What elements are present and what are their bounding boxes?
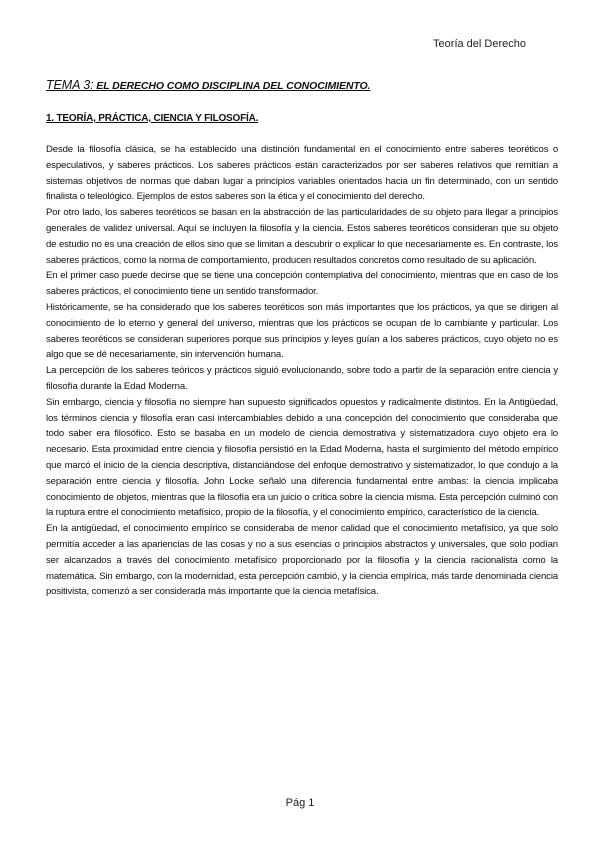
paragraph: Por otro lado, los saberes teoréticos se basan en la abstracción de las particularidades de su objeto para llegar a principios generales de validez universal. Aquí se incluyen la filosofía y la ciencia. Estos saberes teoréticos consideran que su objeto de estudio no es una creación de ellos sino que se limitan a descubrir o explicar lo que necesariamente es. En contraste, los saberes prácticos, como la norma de comportamiento, producen resultados concretos como resultado de su aplicación. bbox=[46, 207, 558, 266]
paragraph: Sin embargo, ciencia y filosofía no siempre han supuesto significados opuestos y radicalmente distintos. En la Antigüedad, los términos ciencia y filosofía eran casi intercambiables debido a una concepción del conocimiento que consideraba que todo saber era filosófico. Esto se basaba en un modelo de ciencia demostrativa y sistematizadora cuyo objeto era lo necesario. Esta proximidad entre ciencia y filosofía persistió en la Edad Moderna, hasta el surgimiento del método empírico que marcó el inicio de la ciencia descriptiva, distanciándose del enfoque demostrativo y sistematizador, lo que condujo a la separación entre ciencia y filosofía. John Locke señaló una diferencia fundamental entre ambas: la ciencia implicaba conocimiento de objetos, mientras que la filosofía era un juicio o crítica sobre la ciencia misma. Esta percepción culminó con la ruptura entre el conocimiento metafísico, propio de la filosofía, y el conocimiento empírico, característico de la ciencia. bbox=[46, 396, 558, 519]
title-text: EL DERECHO COMO DISCIPLINA DEL CONOCIMIENTO. bbox=[93, 80, 371, 92]
section-heading: 1. TEORÍA, PRÁCTICA, CIENCIA Y FILOSOFÍA. bbox=[46, 113, 259, 124]
document-body bbox=[46, 142, 558, 600]
title-prefix: TEMA 3: bbox=[46, 78, 94, 92]
paragraph: Históricamente, se ha considerado que los saberes teoréticos son más importantes que los prácticos, ya que se dirigen al conocimiento de lo eterno y general del universo, mientras que los prácticos se ocupan de lo cambiante y particular. Los saberes teoréticos se consideran superiores porque sus principios y leyes guían a los saberes prácticos, cuyo objeto no es algo que se dé necesariamente, sin intervención humana. bbox=[46, 301, 558, 361]
paragraph: Desde la filosofía clásica, se ha establecido una distinción fundamental en el conocimiento entre saberes teoréticos o especulativos, y saberes prácticos. Los saberes prácticos están caracterizados por ser saberes relativos que remitían a sistemas objetivos de normas que daban lugar a principios variables orientados hacia un fin determinado, con un sentido finalista o teleológico. Ejemplos de estos saberes son la ética y el conocimiento del derecho. bbox=[46, 144, 558, 203]
paragraph: La percepción de los saberes teóricos y prácticos siguió evolucionando, sobre todo a partir de la separación entre ciencia y filosofía durante la Edad Moderna. bbox=[46, 365, 558, 392]
page-number: Pág 1 bbox=[285, 797, 315, 809]
document-title bbox=[46, 78, 370, 92]
paragraph: En la antigüedad, el conocimiento empírico se consideraba de menor calidad que el conocimiento metafísico, ya que solo permitía acceder a las apariencias de las cosas y no a sus esencias o principios abstractos y universales, que solo podían ser alcanzados a través del conocimiento metafísico proporcionado por la filosofía y la ciencia racionalista como la matemática. Sin embargo, con la modernidad, esta percepción cambió, y la ciencia empírica, más tarde denominada ciencia positivista, comenzó a ser considerada más importante que la ciencia metafísica. bbox=[46, 523, 558, 598]
page-header: Teoría del Derecho bbox=[433, 38, 526, 50]
paragraph: En el primer caso puede decirse que se tiene una concepción contemplativa del conocimiento, mientras que en caso de los saberes prácticos, el conocimiento tiene un sentido transformador. bbox=[46, 270, 558, 298]
